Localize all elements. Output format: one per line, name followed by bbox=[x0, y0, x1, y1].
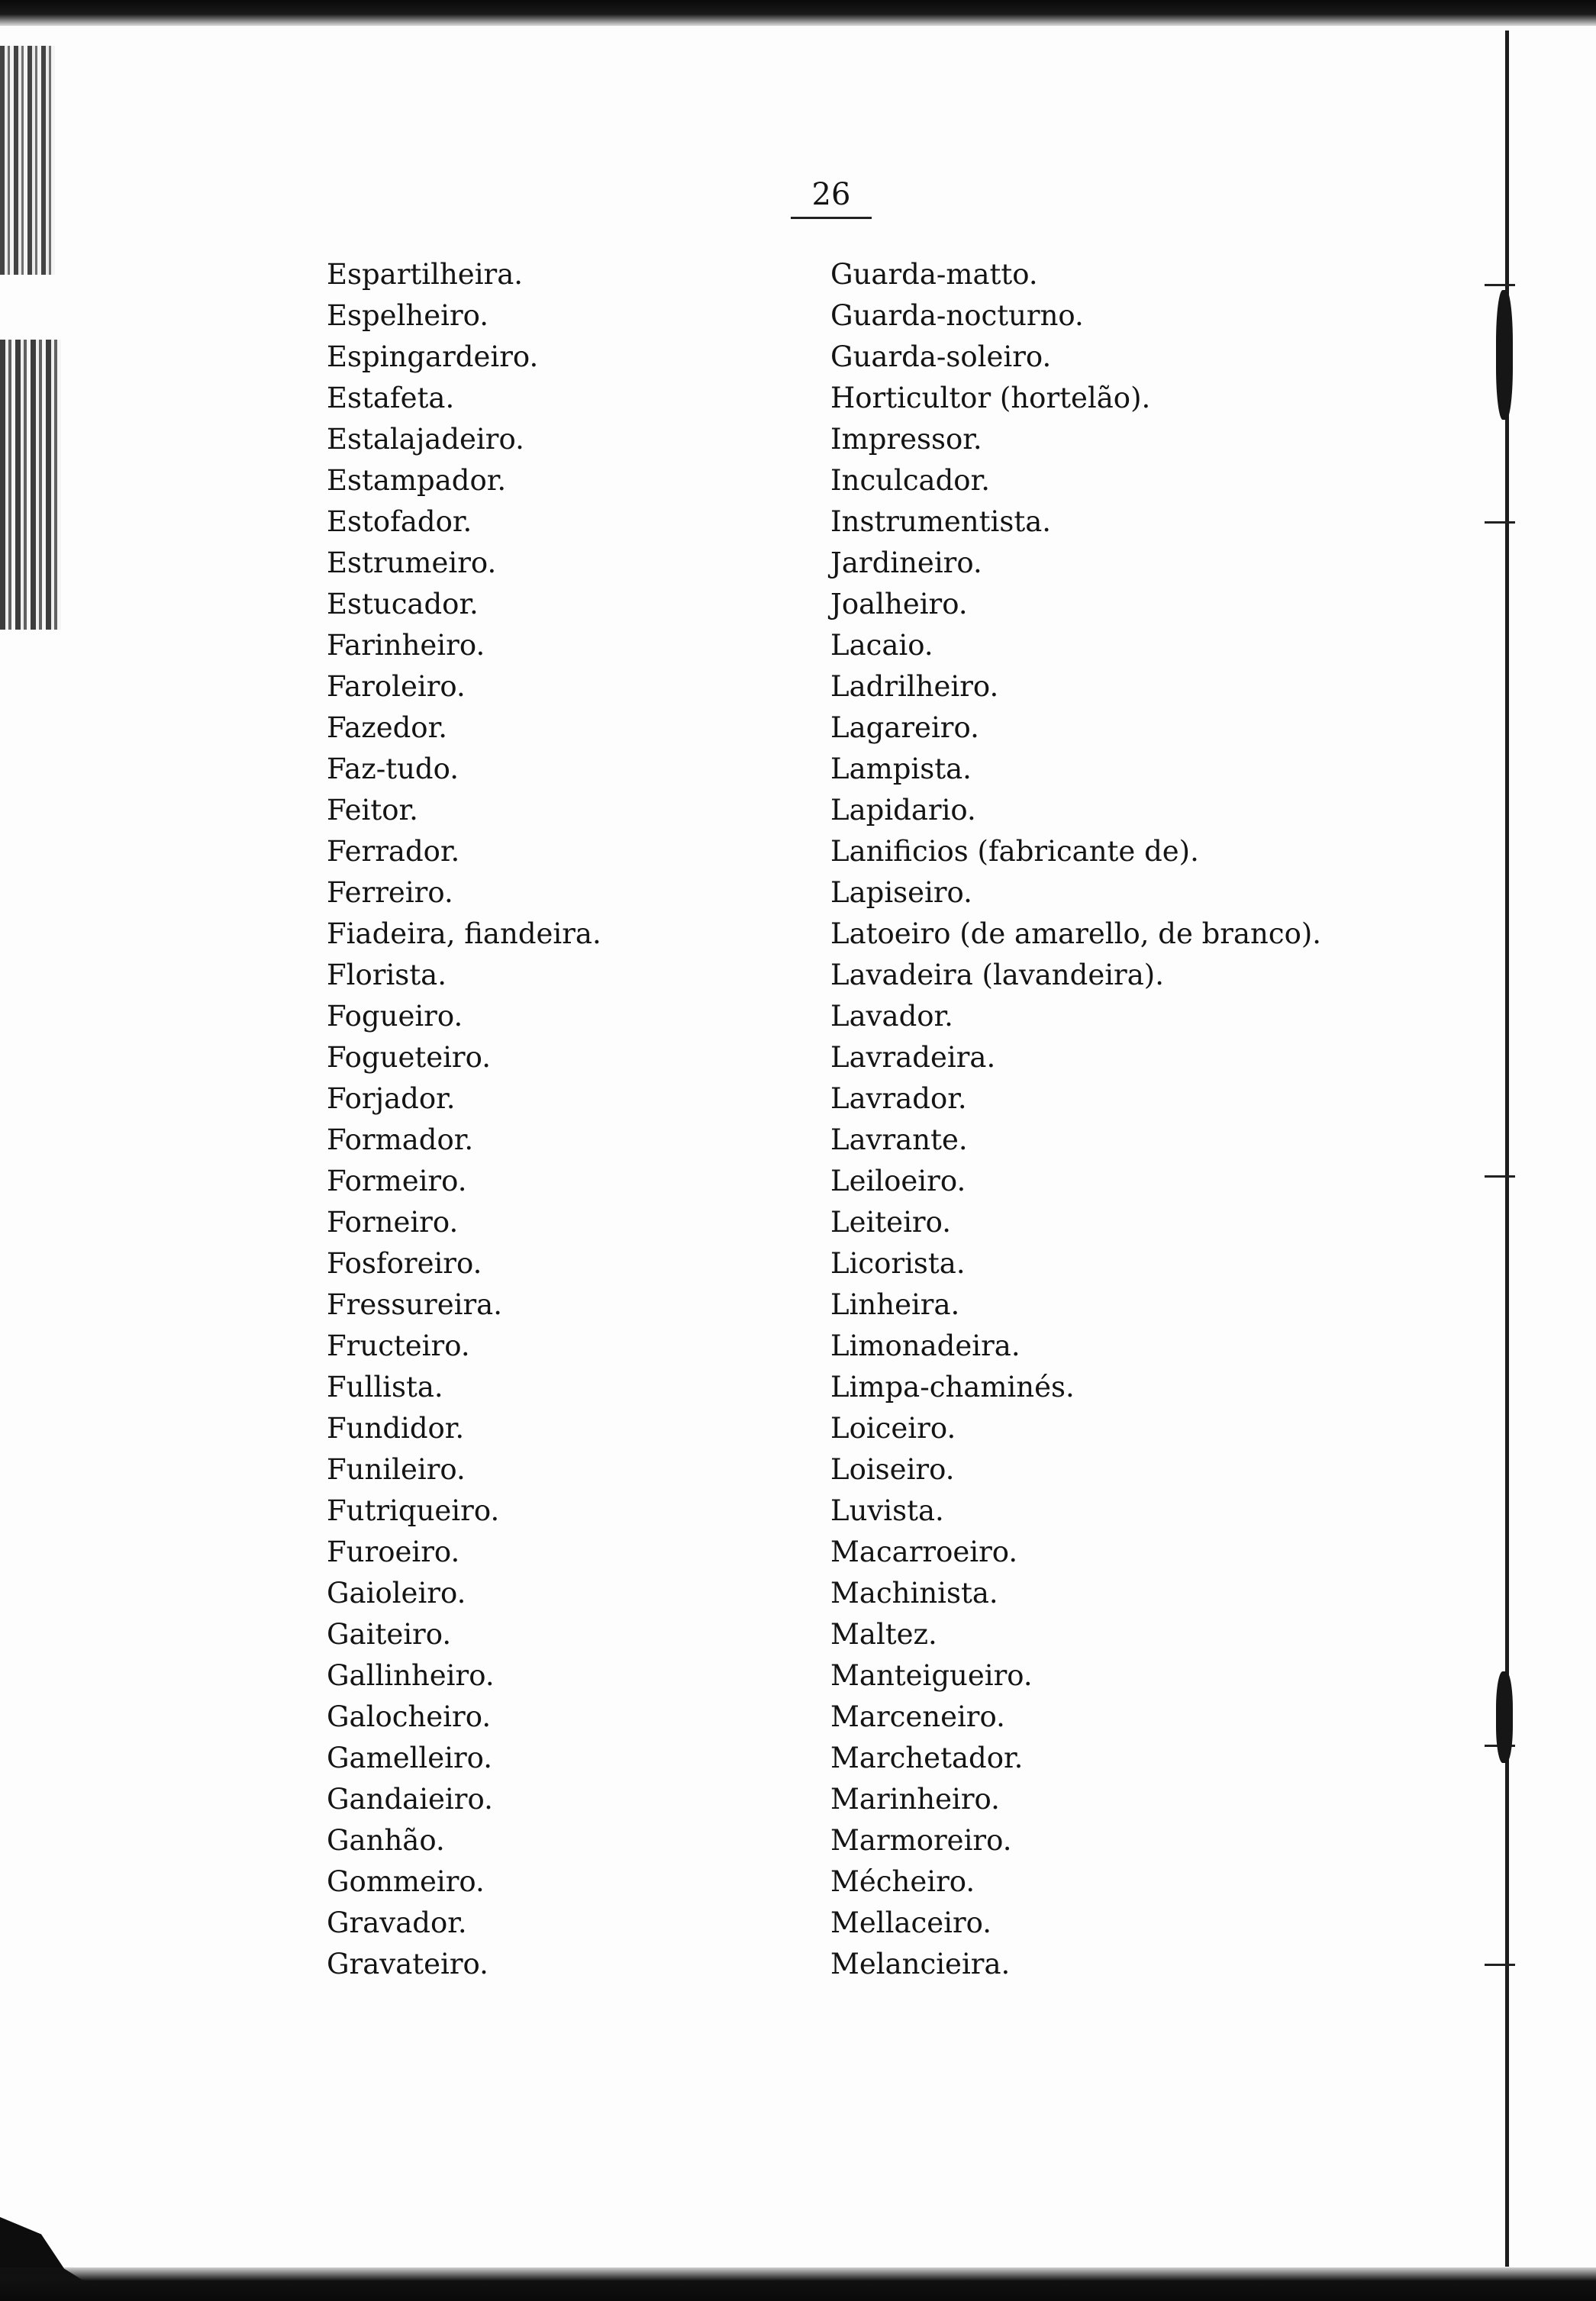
list-item: Lavradeira. bbox=[830, 1041, 996, 1074]
list-item: Licorista. bbox=[830, 1247, 966, 1280]
list-item: Estofador. bbox=[327, 505, 472, 538]
scan-right-tick bbox=[1485, 1175, 1515, 1178]
list-item: Joalheiro. bbox=[830, 588, 968, 620]
list-item: Futriqueiro. bbox=[327, 1494, 500, 1527]
list-item: Fructeiro. bbox=[327, 1329, 470, 1362]
list-item: Guarda-soleiro. bbox=[830, 340, 1052, 373]
list-item: Limonadeira. bbox=[830, 1329, 1020, 1362]
list-item: Fressureira. bbox=[327, 1288, 502, 1321]
list-item: Fosforeiro. bbox=[327, 1247, 482, 1280]
list-item: Lapidario. bbox=[830, 794, 976, 827]
list-item: Maltez. bbox=[830, 1618, 937, 1651]
list-item: Gravador. bbox=[327, 1906, 467, 1939]
list-item: Linheira. bbox=[830, 1288, 960, 1321]
list-item: Fogueteiro. bbox=[327, 1041, 492, 1074]
scan-right-smudge bbox=[1496, 1671, 1513, 1763]
list-item: Lavador. bbox=[830, 1000, 953, 1033]
list-item: Machinista. bbox=[830, 1577, 998, 1610]
list-item: Manteigueiro. bbox=[830, 1659, 1033, 1692]
list-item: Florista. bbox=[327, 959, 447, 991]
list-item: Lanificios (fabricante de). bbox=[830, 835, 1199, 868]
scan-right-smudge bbox=[1496, 290, 1513, 420]
list-item: Leiteiro. bbox=[830, 1206, 951, 1239]
list-item: Gravateiro. bbox=[327, 1948, 488, 1980]
list-item: Estampador. bbox=[327, 464, 507, 497]
list-item: Gommeiro. bbox=[327, 1865, 485, 1898]
list-item: Forneiro. bbox=[327, 1206, 459, 1239]
scan-bottom-border bbox=[0, 2267, 1596, 2301]
list-item: Fundidor. bbox=[327, 1412, 465, 1445]
list-item: Marchetador. bbox=[830, 1742, 1024, 1774]
list-item: Ferrador. bbox=[327, 835, 460, 868]
list-item: Gaioleiro. bbox=[327, 1577, 466, 1610]
list-item: Loiseiro. bbox=[830, 1453, 955, 1486]
scan-right-tick bbox=[1485, 521, 1515, 524]
list-item: Fogueiro. bbox=[327, 1000, 463, 1033]
list-item: Melancieira. bbox=[830, 1948, 1011, 1980]
scan-right-tick bbox=[1485, 284, 1515, 286]
occupation-list-right bbox=[830, 254, 1321, 1985]
list-item: Funileiro. bbox=[327, 1453, 466, 1486]
list-item: Marceneiro. bbox=[830, 1700, 1005, 1733]
list-item: Guarda-matto. bbox=[830, 258, 1038, 291]
list-item: Formador. bbox=[327, 1123, 474, 1156]
list-item: Ladrilheiro. bbox=[830, 670, 999, 703]
list-item: Inculcador. bbox=[830, 464, 990, 497]
list-item: Galocheiro. bbox=[327, 1700, 492, 1733]
list-item: Espelheiro. bbox=[327, 299, 489, 332]
scan-right-tick bbox=[1485, 1964, 1515, 1966]
list-item: Gallinheiro. bbox=[327, 1659, 495, 1692]
list-item: Fazedor. bbox=[327, 711, 447, 744]
list-item: Estrumeiro. bbox=[327, 546, 497, 579]
list-item: Fullista. bbox=[327, 1371, 443, 1403]
list-item: Horticultor (hortelão). bbox=[830, 382, 1151, 414]
list-item: Gandaieiro. bbox=[327, 1783, 493, 1816]
list-item: Farinheiro. bbox=[327, 629, 485, 662]
scan-binding-mark-upper bbox=[0, 46, 55, 275]
list-item: Mellaceiro. bbox=[830, 1906, 992, 1939]
scan-top-border bbox=[0, 0, 1596, 26]
list-item: Espingardeiro. bbox=[327, 340, 539, 373]
list-item: Luvista. bbox=[830, 1494, 944, 1527]
list-item: Estalajadeiro. bbox=[327, 423, 524, 456]
list-item: Estafeta. bbox=[327, 382, 455, 414]
list-item: Faz-tudo. bbox=[327, 752, 459, 785]
occupation-list-left bbox=[327, 254, 601, 1985]
list-item: Macarroeiro. bbox=[830, 1536, 1018, 1568]
list-item: Lapiseiro. bbox=[830, 876, 972, 909]
list-item: Lavrante. bbox=[830, 1123, 968, 1156]
list-item: Lavadeira (lavandeira). bbox=[830, 959, 1164, 991]
list-item: Estucador. bbox=[327, 588, 479, 620]
scan-binding-mark-lower bbox=[0, 340, 61, 630]
list-item: Furoeiro. bbox=[327, 1536, 460, 1568]
list-item: Instrumentista. bbox=[830, 505, 1052, 538]
list-item: Guarda-nocturno. bbox=[830, 299, 1084, 332]
page-number: 26 bbox=[791, 177, 872, 219]
list-item: Lampista. bbox=[830, 752, 972, 785]
list-item: Marmoreiro. bbox=[830, 1824, 1012, 1857]
list-item: Espartilheira. bbox=[327, 258, 524, 291]
list-item: Faroleiro. bbox=[327, 670, 466, 703]
list-item: Ferreiro. bbox=[327, 876, 453, 909]
list-item: Marinheiro. bbox=[830, 1783, 1000, 1816]
list-item: Forjador. bbox=[327, 1082, 456, 1115]
list-item: Limpa-chaminés. bbox=[830, 1371, 1075, 1403]
list-item: Lavrador. bbox=[830, 1082, 967, 1115]
list-item: Leiloeiro. bbox=[830, 1165, 966, 1197]
list-item: Fiadeira, fiandeira. bbox=[327, 917, 601, 950]
list-item: Gamelleiro. bbox=[327, 1742, 493, 1774]
list-item: Feitor. bbox=[327, 794, 418, 827]
list-item: Gaiteiro. bbox=[327, 1618, 452, 1651]
list-item: Formeiro. bbox=[327, 1165, 467, 1197]
list-item: Mécheiro. bbox=[830, 1865, 975, 1898]
list-item: Jardineiro. bbox=[830, 546, 982, 579]
list-item: Latoeiro (de amarello, de branco). bbox=[830, 917, 1322, 950]
list-item: Impressor. bbox=[830, 423, 982, 456]
list-item: Loiceiro. bbox=[830, 1412, 956, 1445]
list-item: Lacaio. bbox=[830, 629, 933, 662]
list-item: Lagareiro. bbox=[830, 711, 979, 744]
list-item: Ganhão. bbox=[327, 1824, 445, 1857]
